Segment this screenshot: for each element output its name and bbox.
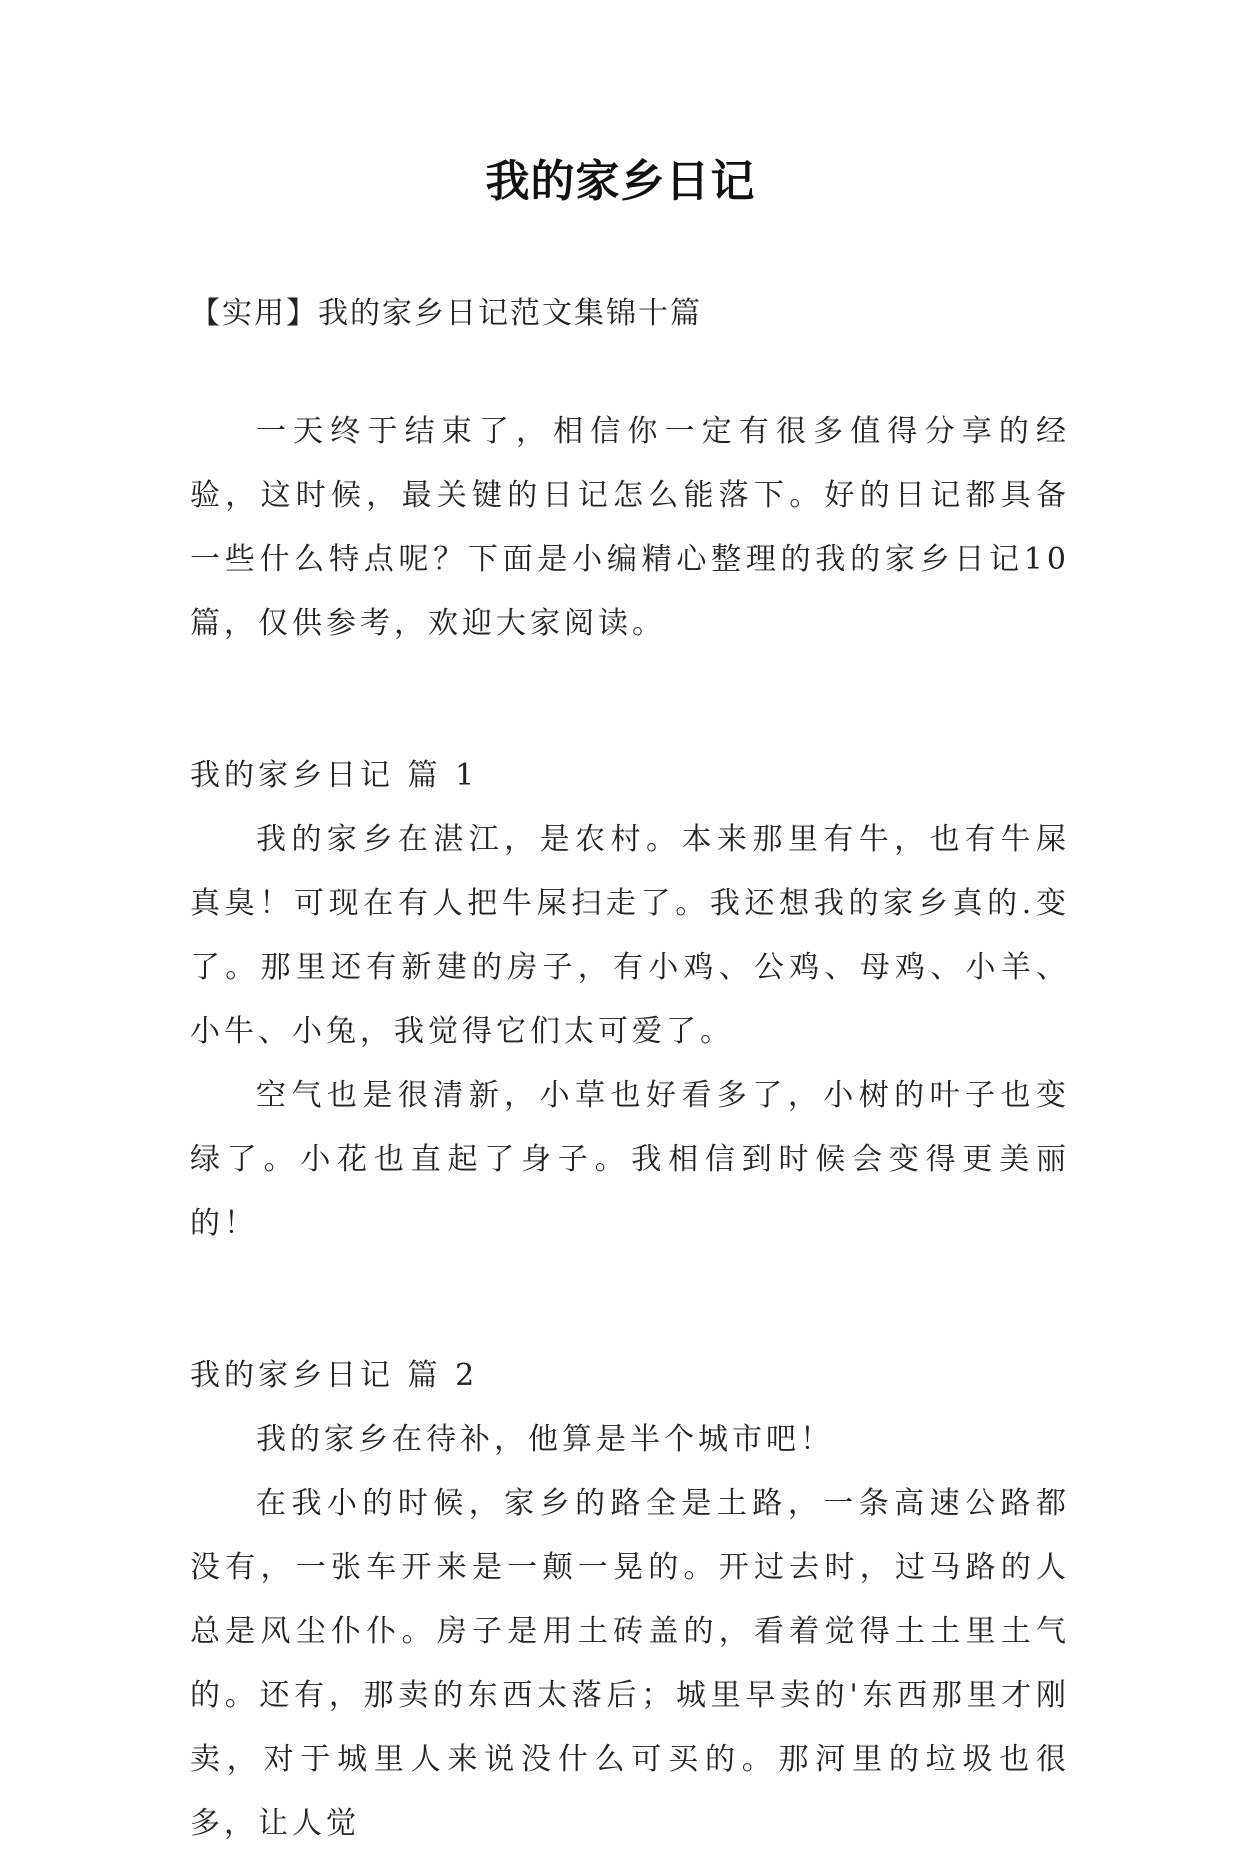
document-body (190, 400, 1070, 1856)
section-2-paragraph-2: 在我小的时候，家乡的路全是土路，一条高速公路都没有，一张车开来是一颠一晃的。开过去时，过马路的人总是风尘仆仆。房子是用土砖盖的，看着觉得土土里土气的。还有，那卖的东西太落后；城里早卖的'东西那里才刚卖，对于城里人来说没什么可买的。那河里的垃圾也很多，让人觉 (190, 1486, 1070, 1841)
intro-paragraph: 一天终于结束了，相信你一定有很多值得分享的经验，这时候，最关键的日记怎么能落下。好的日记都具备一些什么特点呢？下面是小编精心整理的我的家乡日记10篇，仅供参考，欢迎大家阅读。 (190, 414, 1070, 641)
section-heading-2: 我的家乡日记 篇 2 (190, 1358, 479, 1393)
document-subtitle: 【实用】我的家乡日记范文集锦十篇 (190, 296, 702, 331)
document-title: 我的家乡日记 (485, 156, 756, 207)
section-2-paragraph-1: 我的家乡在待补，他算是半个城市吧！ (256, 1422, 834, 1457)
section-1-paragraph-1: 我的家乡在湛江，是农村。本来那里有牛，也有牛屎真臭！可现在有人把牛屎扫走了。我还想我的家乡真的.变了。那里还有新建的房子，有小鸡、公鸡、母鸡、小羊、小牛、小兔，我觉得它们太可爱了。 (190, 822, 1070, 1049)
section-heading-1: 我的家乡日记 篇 1 (190, 758, 479, 793)
section-gap (190, 656, 1070, 744)
section-gap (190, 1256, 1070, 1344)
section-1-paragraph-2: 空气也是很清新，小草也好看多了，小树的叶子也变绿了。小花也直起了身子。我相信到时候会变得更美丽的！ (190, 1078, 1070, 1241)
